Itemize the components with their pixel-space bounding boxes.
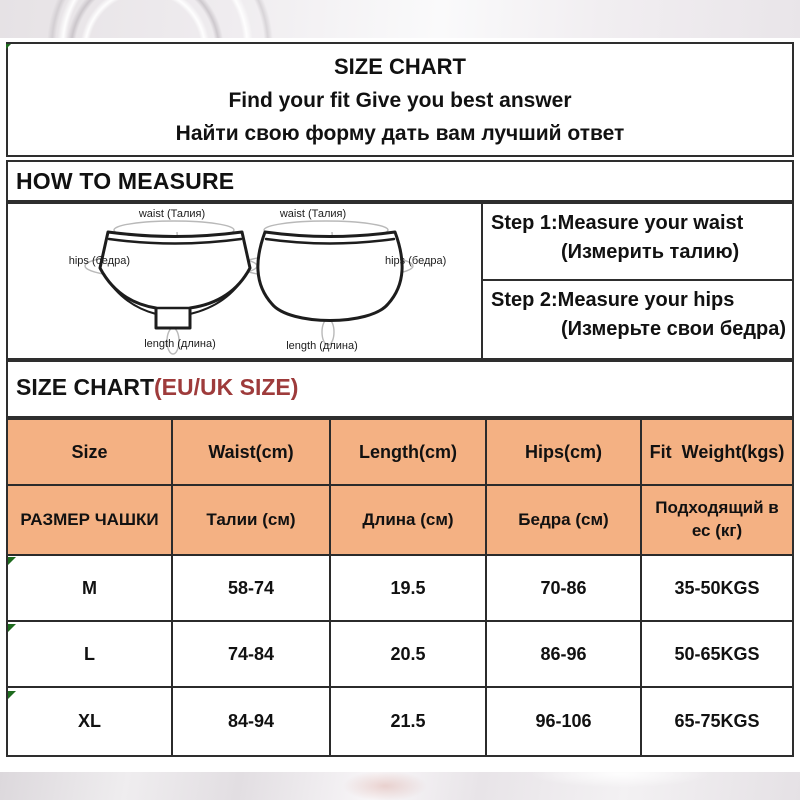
table-cell-waist-l: 74-84: [173, 622, 331, 688]
column-header-size: Size: [8, 420, 173, 486]
column-header-length-ru: Длина (см): [331, 486, 487, 556]
table-cell-length-xl: 21.5: [331, 688, 487, 755]
page-title: SIZE CHART: [334, 54, 466, 79]
step-1-cell: [483, 204, 792, 281]
table-cell-waist-m: 58-74: [173, 556, 331, 622]
table-cell-hips-xl: 96-106: [487, 688, 642, 755]
size-table: [6, 418, 794, 757]
title-box: [6, 42, 794, 157]
step-1-text-ru: (Измерить талию): [561, 241, 740, 263]
length-label-back: length (длина): [286, 340, 358, 352]
column-header-hips: Hips(cm): [487, 420, 642, 486]
size-chart-heading-band: [6, 360, 794, 418]
size-chart-heading-black: SIZE CHART: [16, 374, 154, 400]
length-label-front: length (длина): [144, 338, 216, 350]
satin-fabric-top: [0, 0, 800, 42]
size-chart-heading: [8, 362, 792, 401]
content-panel: [0, 38, 800, 772]
table-cell-weight-m: 35-50KGS: [642, 556, 792, 622]
measure-section: [6, 202, 794, 360]
waist-label-front: waist (Талия): [138, 208, 206, 220]
step-1-text-en: Step 1:Measure your waist: [491, 212, 744, 234]
panty-diagram-svg: [8, 204, 481, 358]
satin-fabric-bottom: [0, 770, 800, 800]
step-2-cell: [483, 281, 792, 358]
table-cell-size-m: M: [8, 556, 173, 622]
column-header-size-ru: РАЗМЕР ЧАШКИ: [8, 486, 173, 556]
column-header-hips-ru: Бедра (см): [487, 486, 642, 556]
green-corner-marker: [6, 44, 11, 49]
step-2-text-en: Step 2:Measure your hips: [491, 289, 735, 311]
measure-steps-panel: [481, 204, 792, 358]
table-cell-size-l: L: [8, 622, 173, 688]
step-2-text-ru: (Измерьте свои бедра): [561, 318, 787, 340]
hips-label-back: hips (бедра): [385, 255, 447, 267]
how-to-measure-band: [6, 160, 794, 202]
subtitle-en: Find your fit Give you best answer: [228, 89, 572, 112]
hips-label-front: hips (бедра): [68, 255, 130, 267]
column-header-weight: Fit Weight(kgs): [642, 420, 792, 486]
table-cell-size-xl: XL: [8, 688, 173, 755]
table-cell-waist-xl: 84-94: [173, 688, 331, 755]
column-header-waist-ru: Талии (см): [173, 486, 331, 556]
column-header-waist: Waist(cm): [173, 420, 331, 486]
table-cell-hips-l: 86-96: [487, 622, 642, 688]
panty-diagrams: [8, 204, 481, 358]
subtitle-ru: Найти свою форму дать вам лучший ответ: [175, 122, 625, 145]
table-cell-length-m: 19.5: [331, 556, 487, 622]
column-header-length: Length(cm): [331, 420, 487, 486]
how-to-measure-heading: HOW TO MEASURE: [16, 168, 235, 194]
table-cell-hips-m: 70-86: [487, 556, 642, 622]
table-cell-weight-l: 50-65KGS: [642, 622, 792, 688]
table-cell-length-l: 20.5: [331, 622, 487, 688]
size-chart-heading-red: (EU/UK SIZE): [154, 374, 299, 400]
table-cell-weight-xl: 65-75KGS: [642, 688, 792, 755]
waist-label-back: waist (Талия): [279, 208, 347, 220]
column-header-weight-ru: Подходящий в ес (кг): [642, 486, 792, 556]
